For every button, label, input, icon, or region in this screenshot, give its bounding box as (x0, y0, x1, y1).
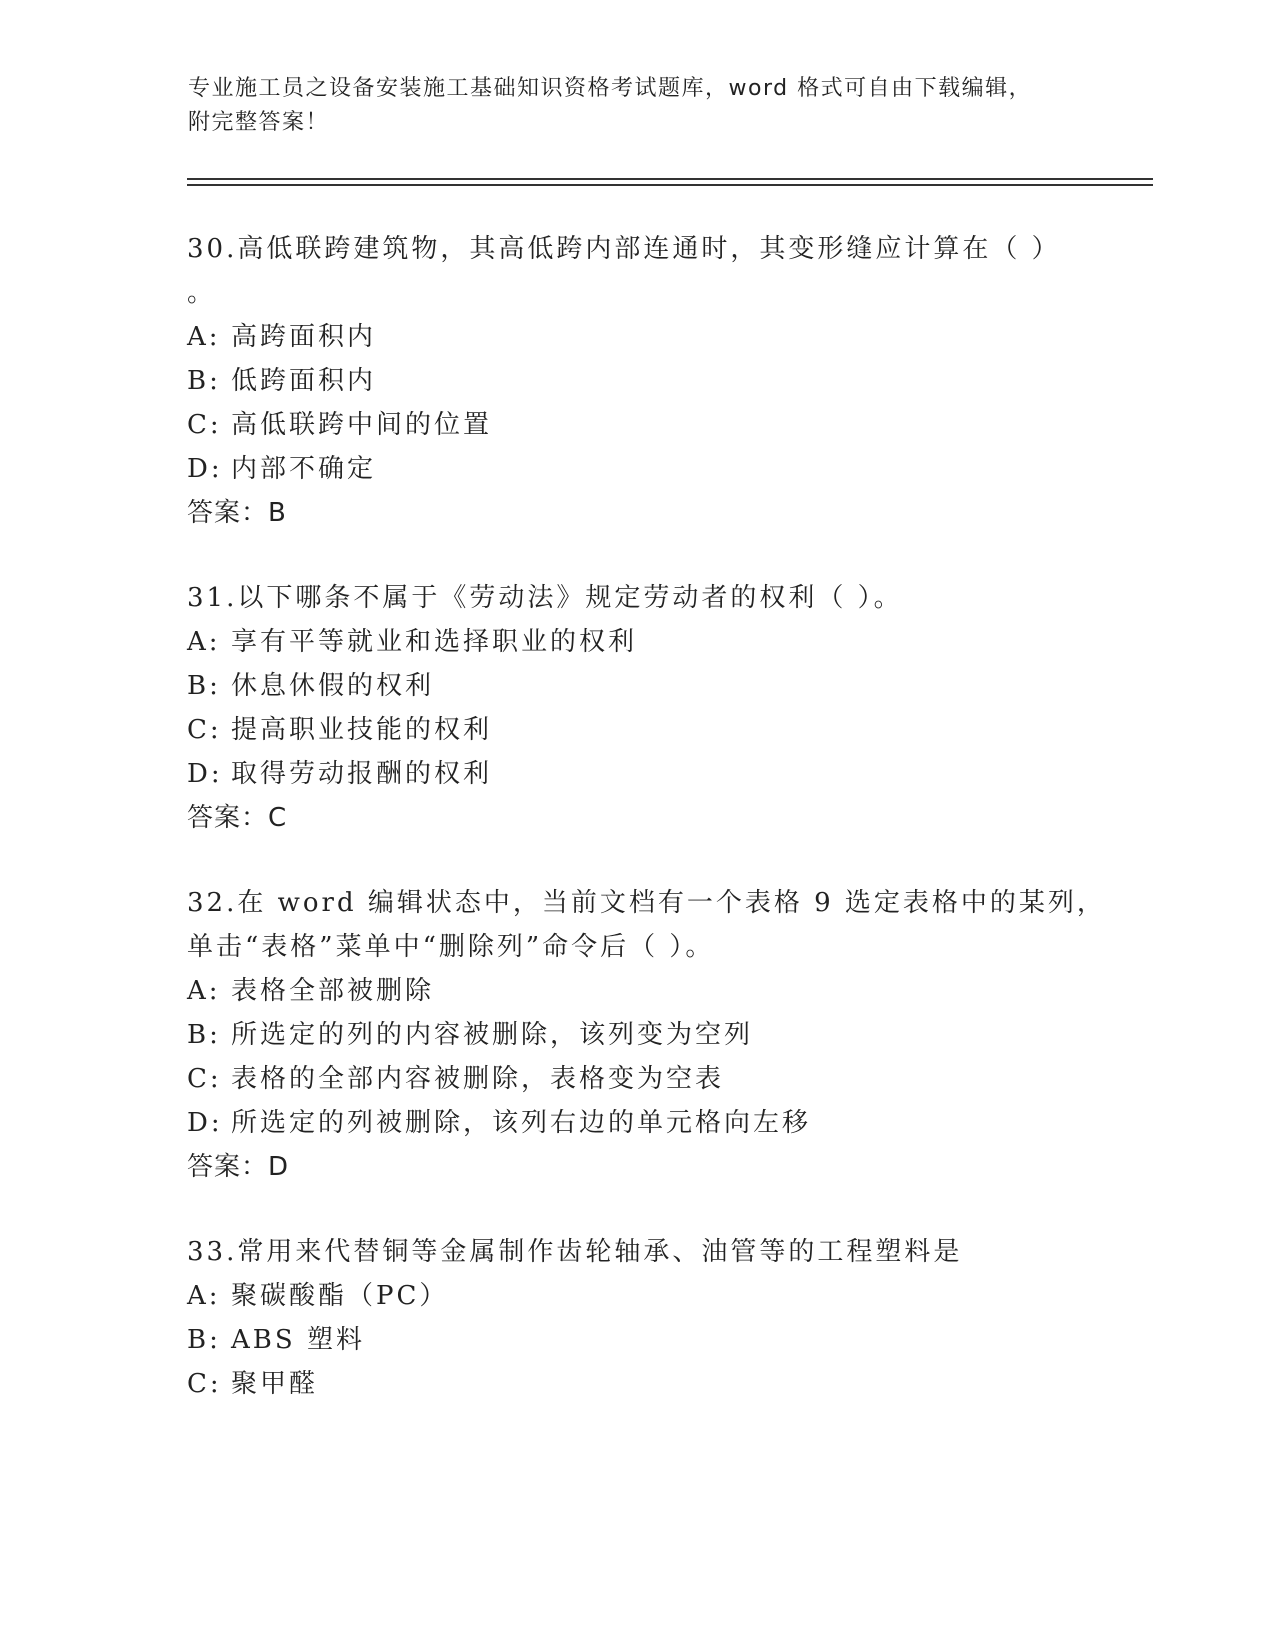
option-b (187, 670, 434, 702)
header-line-1: 专业施工员之设备安装施工基础知识资格考试题库，word 格式可自由下载编辑， (188, 76, 1033, 101)
option-c (187, 1368, 318, 1400)
option-text: 所选定的列的内容被删除，该列变为空列 (231, 1020, 754, 1050)
option-text: 内部不确定 (231, 454, 377, 484)
option-text: ABS 塑料 (231, 1325, 365, 1355)
question-stem-line: 32.在 word 编辑状态中，当前文档有一个表格 9 选定表格中的某列， (187, 888, 1106, 918)
header-divider-top (187, 178, 1153, 180)
answer-label: 答案：C (187, 803, 288, 833)
option-d (187, 453, 376, 485)
option-text: 聚甲醛 (231, 1369, 319, 1399)
option-key: B: (187, 366, 221, 396)
option-c (187, 409, 492, 441)
option-key: B: (187, 671, 221, 701)
option-text: 所选定的列被删除，该列右边的单元格向左移 (231, 1108, 812, 1138)
option-key: D: (187, 454, 223, 484)
option-text: 低跨面积内 (231, 366, 377, 396)
question-stem-line: 单击“表格”菜单中“删除列”命令后（ ）。 (187, 932, 715, 962)
option-a (187, 975, 434, 1007)
option-c (187, 714, 492, 746)
answer-label: 答案：D (187, 1152, 290, 1182)
option-key: A: (187, 627, 221, 657)
option-a (187, 1280, 448, 1312)
option-key: C: (187, 1369, 222, 1399)
option-text: 休息休假的权利 (231, 671, 435, 701)
question-stem-line: 。 (187, 278, 217, 308)
option-text: 享有平等就业和选择职业的权利 (231, 627, 638, 657)
answer-label: 答案：B (187, 498, 287, 528)
option-key: B: (187, 1020, 221, 1050)
option-key: C: (187, 1064, 222, 1094)
option-text: 表格的全部内容被删除，表格变为空表 (231, 1064, 725, 1094)
header-divider-bottom (187, 184, 1153, 186)
option-text: 提高职业技能的权利 (231, 715, 493, 745)
option-d (187, 1107, 811, 1139)
option-text: 取得劳动报酬的权利 (231, 759, 493, 789)
option-text: 聚碳酸酯（PC） (231, 1281, 449, 1311)
option-b (187, 365, 376, 397)
option-b (187, 1019, 753, 1051)
option-key: D: (187, 1108, 223, 1138)
option-key: C: (187, 715, 222, 745)
option-key: A: (187, 976, 221, 1006)
option-key: B: (187, 1325, 221, 1355)
option-key: A: (187, 322, 221, 352)
option-text: 高跨面积内 (231, 322, 377, 352)
option-c (187, 1063, 724, 1095)
option-text: 高低联跨中间的位置 (231, 410, 493, 440)
option-a (187, 626, 637, 658)
question-stem-line: 33.常用来代替铜等金属制作齿轮轴承、油管等的工程塑料是 (187, 1237, 963, 1267)
question-stem-line: 31.以下哪条不属于《劳动法》规定劳动者的权利（ ）。 (187, 583, 903, 613)
header-line-2: 附完整答案！ (188, 110, 330, 135)
option-a (187, 321, 376, 353)
option-text: 表格全部被删除 (231, 976, 435, 1006)
option-b (187, 1324, 365, 1356)
question-stem-line: 30.高低联跨建筑物，其高低跨内部连通时，其变形缝应计算在（ ） (187, 234, 1061, 264)
option-key: A: (187, 1281, 221, 1311)
option-d (187, 758, 492, 790)
document-header (188, 72, 1068, 140)
option-key: D: (187, 759, 223, 789)
option-key: C: (187, 410, 222, 440)
